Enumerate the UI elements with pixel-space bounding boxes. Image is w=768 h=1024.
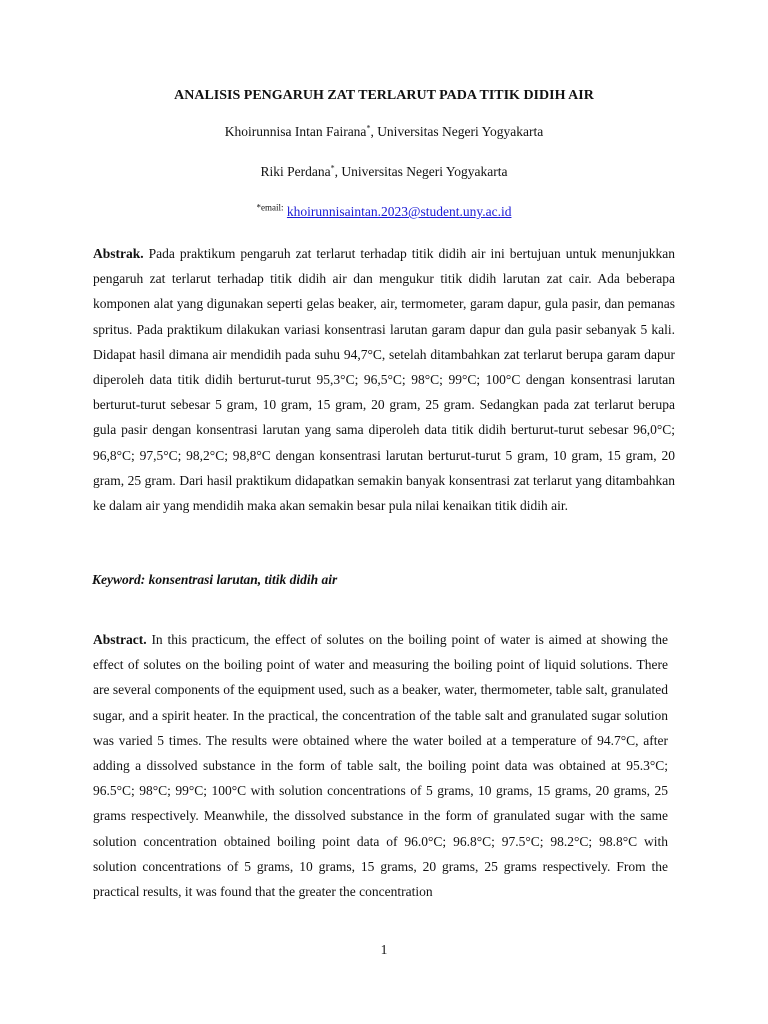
author-line-2	[0, 164, 768, 180]
paper-title: ANALISIS PENGARUH ZAT TERLARUT PADA TITIK DIDIH AIR	[174, 88, 594, 103]
abstract-heading: Abstract.	[93, 632, 147, 647]
abstrak-paragraph	[93, 241, 675, 518]
author-mark: *	[330, 163, 335, 173]
abstract-paragraph	[93, 627, 668, 904]
author-name: Khoirunnisa Intan Fairana	[224, 124, 367, 139]
abstrak-heading: Abstrak.	[93, 246, 144, 261]
author-mark: *	[366, 123, 371, 133]
abstrak-text: Pada praktikum pengaruh zat terlarut terhadap titik didih air ini bertujuan untuk menunjukkan pengaruh zat terlarut terhadap titik didih air dan mengukur titik didih larutan zat cair. Ada beberapa komponen alat yang digunakan seperti gelas beaker, air, termometer, garam dapur, gula pasir, dan pemanas spritus. Pada praktikum dilakukan variasi konsentrasi larutan garam dapur dan gula pasir sebanyak 5 kali. Didapat hasil dimana air mendidih pada suhu 94,7°C, setelah ditambahkan zat terlarut berupa garam dapur diperoleh data titik didih berturut-turut 95,3°C; 96,5°C; 98°C; 99°C; 100°C dengan konsentrasi larutan berturut-turut sebesar 5 gram, 10 gram, 15 gram, 20 gram, 25 gram. Sedangkan pada zat terlarut berupa gula pasir dengan konsentrasi larutan yang sama diperoleh data titik didih berturut-turut sebesar 96,0°C; 96,8°C; 97,5°C; 98,2°C; 98,8°C dengan konsentrasi larutan berturut-turut 5 gram, 10 gram, 15 gram, 20 gram, 25 gram. Dari hasil praktikum didapatkan semakin banyak konsentrasi zat terlarut yang ditambahkan ke dalam air yang mendidih maka akan semakin besar pula nilai kenaikan titik didih air.	[93, 246, 675, 514]
author-affiliation: , Universitas Negeri Yogyakarta	[334, 164, 508, 179]
email-label: *email:	[256, 202, 284, 213]
email-link[interactable]: khoirunnisaintan.2023@student.uny.ac.id	[286, 204, 512, 219]
author-name: Riki Perdana	[260, 164, 331, 179]
page-number: 1	[380, 942, 388, 957]
keyword-line: Keyword: konsentrasi larutan, titik didih air	[92, 572, 338, 587]
author-affiliation: , Universitas Negeri Yogyakarta	[370, 124, 544, 139]
abstract-text: In this practicum, the effect of solutes on the boiling point of water is aimed at showing the effect of solutes on the boiling point of water and measuring the boiling point of liquid solutions. There are several components of the equipment used, such as a beaker, water, thermometer, table salt, granulated sugar, and a spirit heater. In the practical, the concentration of the table salt and granulated sugar solution was varied 5 times. The results were obtained where the water boiled at a temperature of 94.7°C, after adding a dissolved substance in the form of table salt, the boiling point data was obtained at 95.3°C; 96.5°C; 98°C; 99°C; 100°C with solution concentrations of 5 grams, 10 grams, 15 grams, 20 grams, 25 grams respectively. Meanwhile, the dissolved substance in the form of granulated sugar with the same solution concentration obtained boiling point data of 96.0°C; 96.8°C; 97.5°C; 98.2°C; 98.8°C with solution concentrations of 5 grams, 10 grams, 15 grams, 20 grams, 25 grams respectively. From the practical results, it was found that the greater the concentration	[93, 632, 669, 900]
author-line-1	[0, 124, 768, 140]
email-line	[0, 204, 768, 220]
